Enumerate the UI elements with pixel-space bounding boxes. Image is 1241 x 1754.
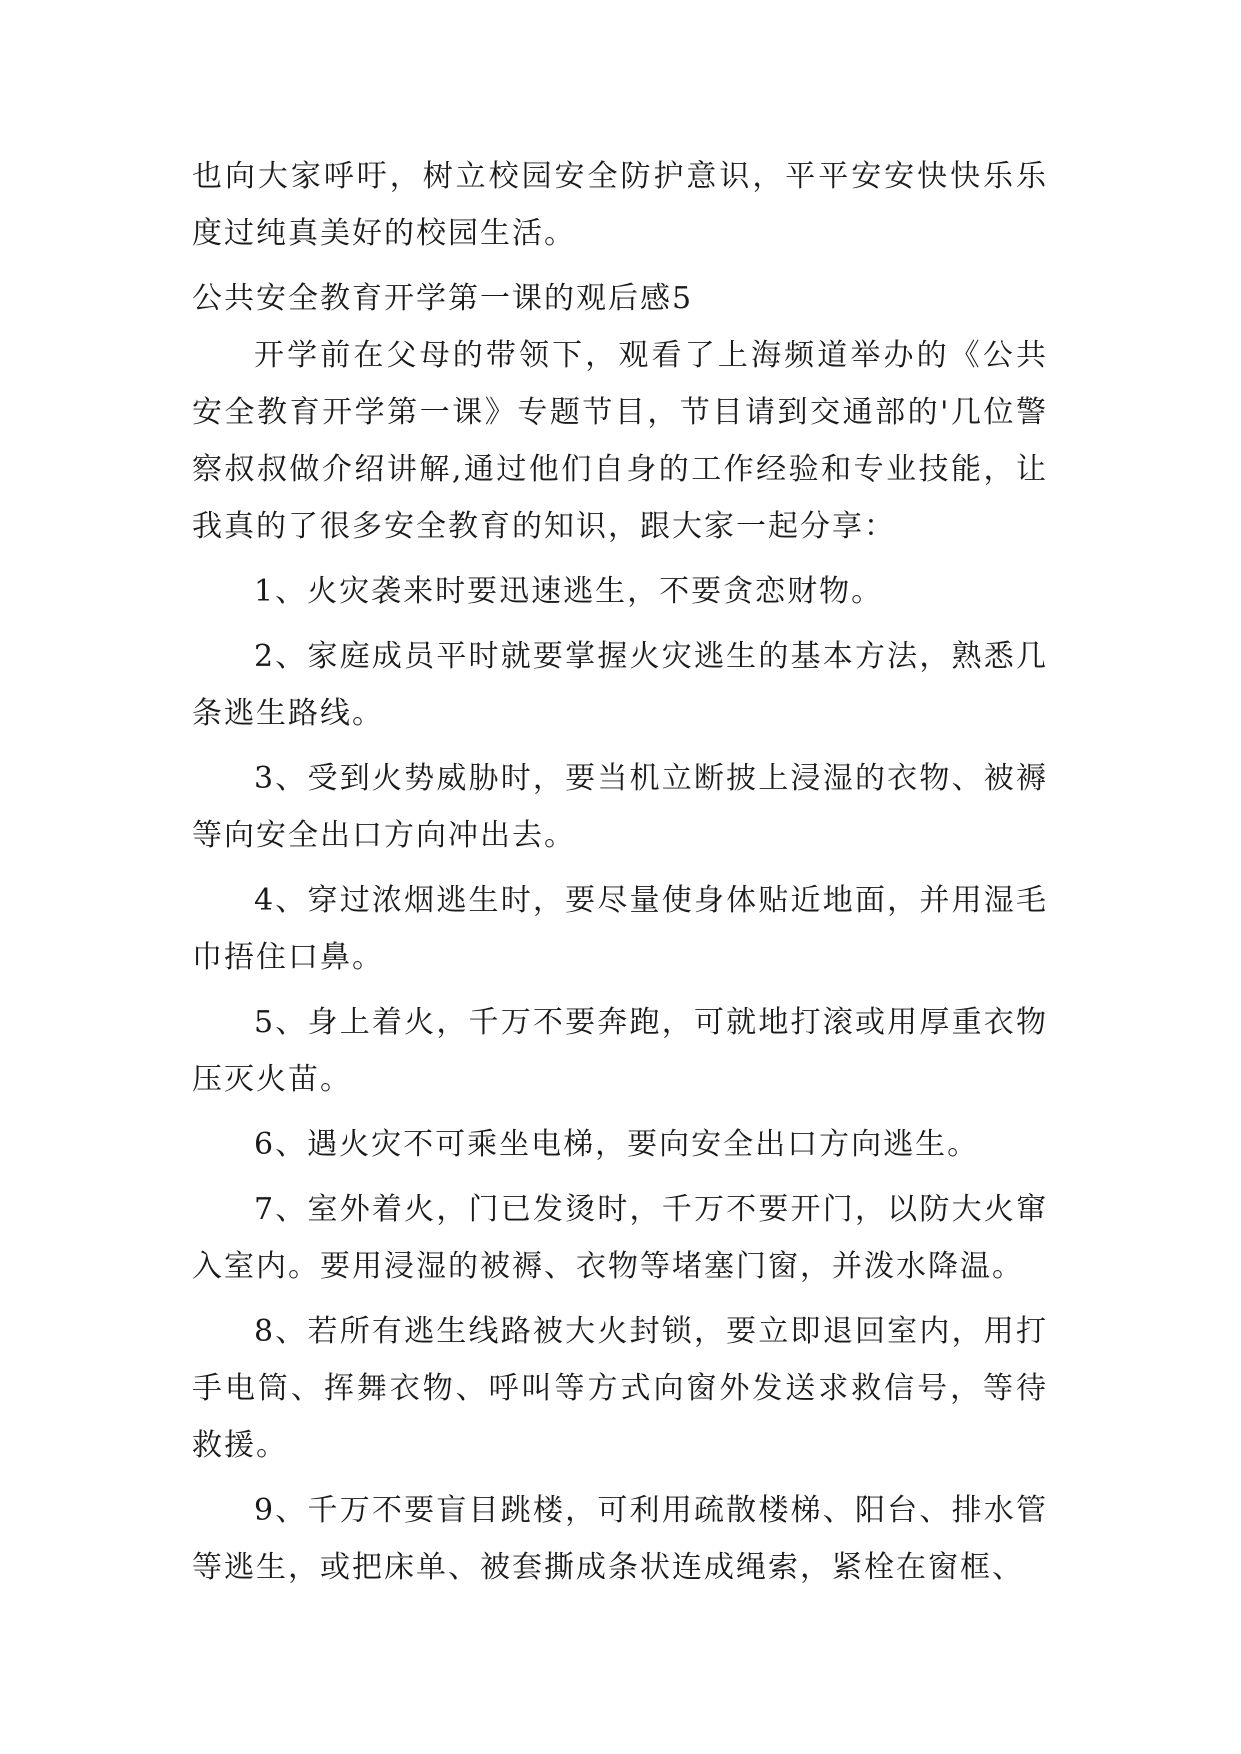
list-item-3: 3、受到火势威胁时，要当机立断披上浸湿的衣物、被褥等向安全出口方向冲出去。 (192, 761, 1048, 853)
intro-paragraph: 开学前在父母的带领下，观看了上海频道举办的《公共安全教育开学第一课》专题节目，节目请到交通部的'几位警察叔叔做介绍讲解,通过他们自身的工作经验和专业技能，让我真的了很多安全教育的知识，跟大家一起分享： (192, 338, 1048, 544)
list-item-8: 8、若所有逃生线路被大火封锁，要立即退回室内，用打手电筒、挥舞衣物、呼叫等方式向窗外发送求救信号，等待救援。 (192, 1314, 1048, 1463)
closing-paragraph: 也向大家呼吁，树立校园安全防护意识，平平安安快快乐乐度过纯真美好的校园生活。 (192, 159, 1048, 251)
list-item-9: 9、千万不要盲目跳楼，可利用疏散楼梯、阳台、排水管等逃生，或把床单、被套撕成条状连成绳索，紧栓在窗框、 (192, 1493, 1048, 1585)
list-item-2: 2、家庭成员平时就要掌握火灾逃生的基本方法，熟悉几条逃生路线。 (192, 639, 1048, 731)
list-item-5: 5、身上着火，千万不要奔跑，可就地打滚或用厚重衣物压灭火苗。 (192, 1005, 1048, 1097)
section-heading: 公共安全教育开学第一课的观后感5 (192, 281, 694, 316)
document-page (192, 148, 1048, 1604)
list-item-4: 4、穿过浓烟逃生时，要尽量使身体贴近地面，并用湿毛巾捂住口鼻。 (192, 883, 1048, 975)
list-item-7: 7、室外着火，门已发烫时，千万不要开门，以防大火窜入室内。要用浸湿的被褥、衣物等堵塞门窗，并泼水降温。 (192, 1192, 1048, 1284)
list-item-1: 1、火灾袭来时要迅速逃生，不要贪恋财物。 (254, 574, 884, 609)
list-item-6: 6、遇火灾不可乘坐电梯，要向安全出口方向逃生。 (254, 1127, 980, 1162)
